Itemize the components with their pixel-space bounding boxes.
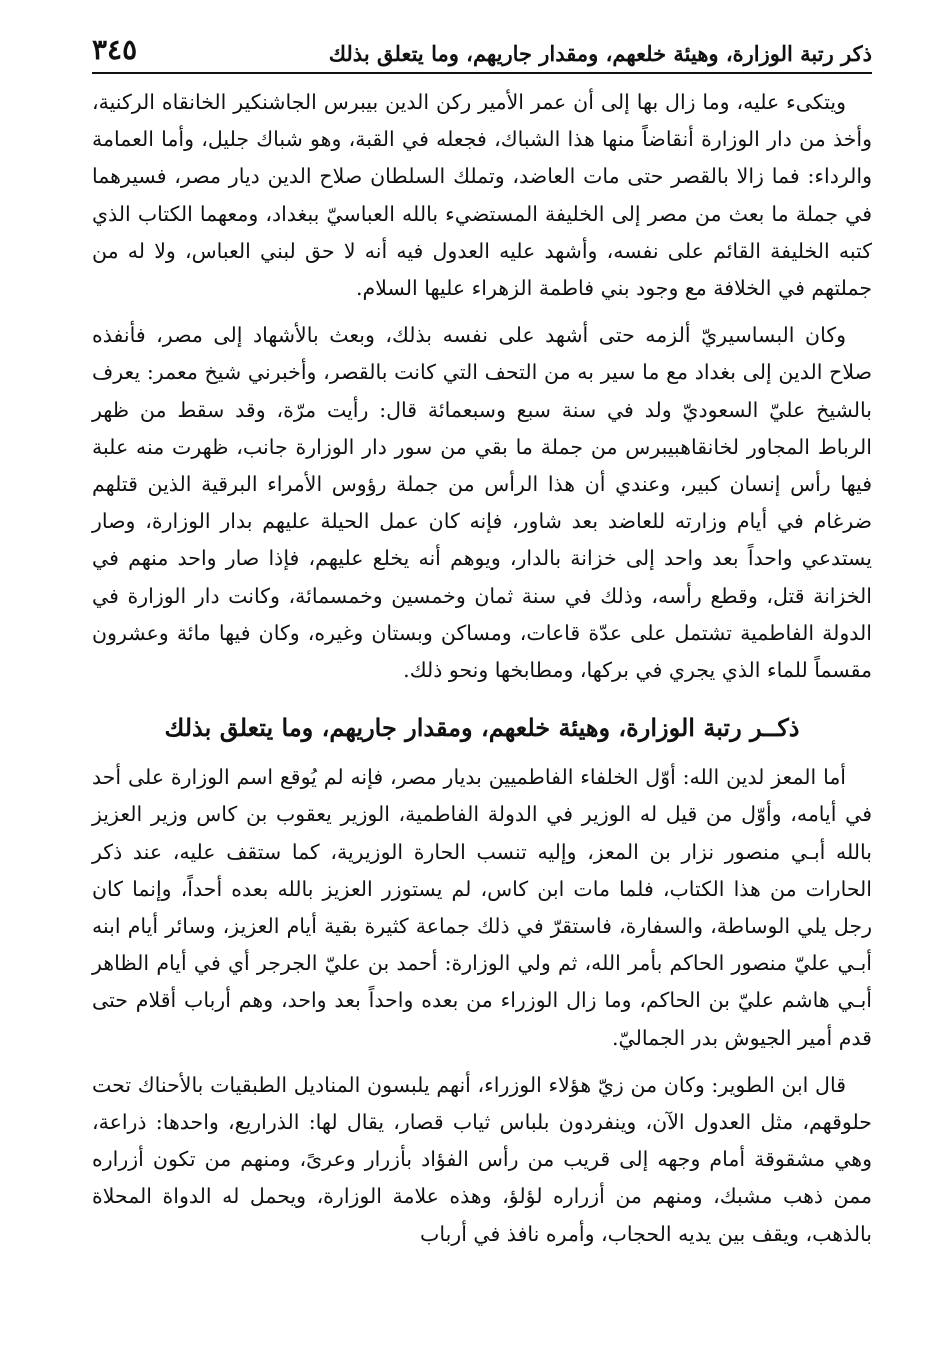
paragraph: ويتكىء عليه، وما زال بها إلى أن عمر الأمير ركن الدين بيبرس الجاشنكير الخانقاه الركنية، وأخذ من دار الوزارة أنقاضاً منها هذا الشباك، فجعله في القبة، وهو شباك جليل، وأما العمامة والرداء: فما زالا بالقصر حتى مات العاضد، وتملك السلطان صلاح الدين ديار مصر، فسيرهما في جملة ما بعث من مصر إلى الخليفة المستضيء بالله العباسيّ ببغداد، ومعهما الكتاب الذي كتبه الخليفة القائم على نفسه، وأشهد عليه العدول فيه أنه لا حق لبني العباس، ولا له من جملتهم في الخلافة مع وجود بني فاطمة الزهراء عليها السلام. [92,90,872,301]
paragraph: وكان البساسيريّ ألزمه حتى أشهد على نفسه بذلك، وبعث بالأشهاد إلى مصر، فأنفذه صلاح الدين إلى بغداد مع ما سير به من التحف التي كانت بالقصر، وأخبرني شيخ معمر: يعرف بالشيخ عليّ السعوديّ ولد في سنة سبع وسبعمائة قال: رأيت مرّة، وقد سقط من ظهر الرباط المجاور لخانقاهبيبرس من جملة ما بقي من سور دار الوزارة جانب، ظهرت منه علبة فيها رأس إنسان كبير، وعندي أن هذا الرأس من جملة رؤوس الأمراء البرقية الذين قتلهم ضرغام في أيام وزارته للعاضد بعد شاور، فإنه كان عمل الحيلة عليهم بدار الوزارة، وصار يستدعي واحداً بعد واحد إلى خزانة بالدار، ويوهم أنه يخلع عليهم، فإذا صار واحد منهم في الخزانة قتل، وقطع رأسه، وذلك في سنة ثمان وخمسين وخمسمائة، وكانت دار الوزارة في الدولة الفاطمية تشتمل على عدّة قاعات، ومساكن وبستان وغيره، وكان فيها مائة وعشرون مقسماً للماء الذي يجري في بركها، ومطابخها ونحو ذلك. [92,323,872,683]
section-title: ذكــر رتبة الوزارة، وهيئة خلعهم، ومقدار جاريهم، وما يتعلق بذلك [164,713,800,743]
page-header [92,26,872,74]
paragraph: أما المعز لدين الله: أوّل الخلفاء الفاطميين بديار مصر، فإنه لم يُوقع اسم الوزارة على أحد في أيامه، وأوّل من قيل له الوزير في الدولة الفاطمية، الوزير يعقوب بن كاس وزير العزيز بالله أبـي منصور نزار بن المعز، وإليه تنسب الحارة الوزيرية، كما ستقف عليه، عند ذكر الحارات من هذا الكتاب، فلما مات ابن كاس، لم يستوزر العزيز بالله بعده أحداً، وإنما كان رجل يلي الوساطة، والسفارة، فاستقرّ في ذلك جماعة كثيرة بقية أيام العزيز، وسائر أيام ابنه أبـي عليّ منصور الحاكم بأمر الله، ثم ولي الوزارة: أحمد بن عليّ الجرجر أي في أيام الظاهر أبـي هاشم عليّ بن الحاكم، وما زال الوزراء من بعده واحداً بعد واحد، وهم أرباب أقلام حتى قدم أمير الجيوش بدر الجماليّ. [92,765,872,1050]
page-body [92,84,872,1253]
paragraph: قال ابن الطوير: وكان من زيّ هؤلاء الوزراء، أنهم يلبسون المناديل الطبقيات بالأحناك تحت حلوقهم، مثل العدول الآن، وينفردون بلباس ثياب قصار، يقال لها: الذراريع، واحدها: ذراعة، وهي مشقوقة أمام وجهه إلى قريب من رأس الفؤاد بأزرار وعرىً، ومنهم من تكون أزراره ممن ذهب مشبك، ومنهم من أزراره لؤلؤ، وهذه علامة الوزارة، ويحمل له الدواة المحلاة بالذهب، ويقف بين يديه الحجاب، وأمره نافذ في أرباب [92,1072,872,1246]
running-head: ذكر رتبة الوزارة، وهيئة خلعهم، ومقدار جاريهم، وما يتعلق بذلك [328,41,872,66]
page-number: ٣٤٥ [92,33,138,66]
